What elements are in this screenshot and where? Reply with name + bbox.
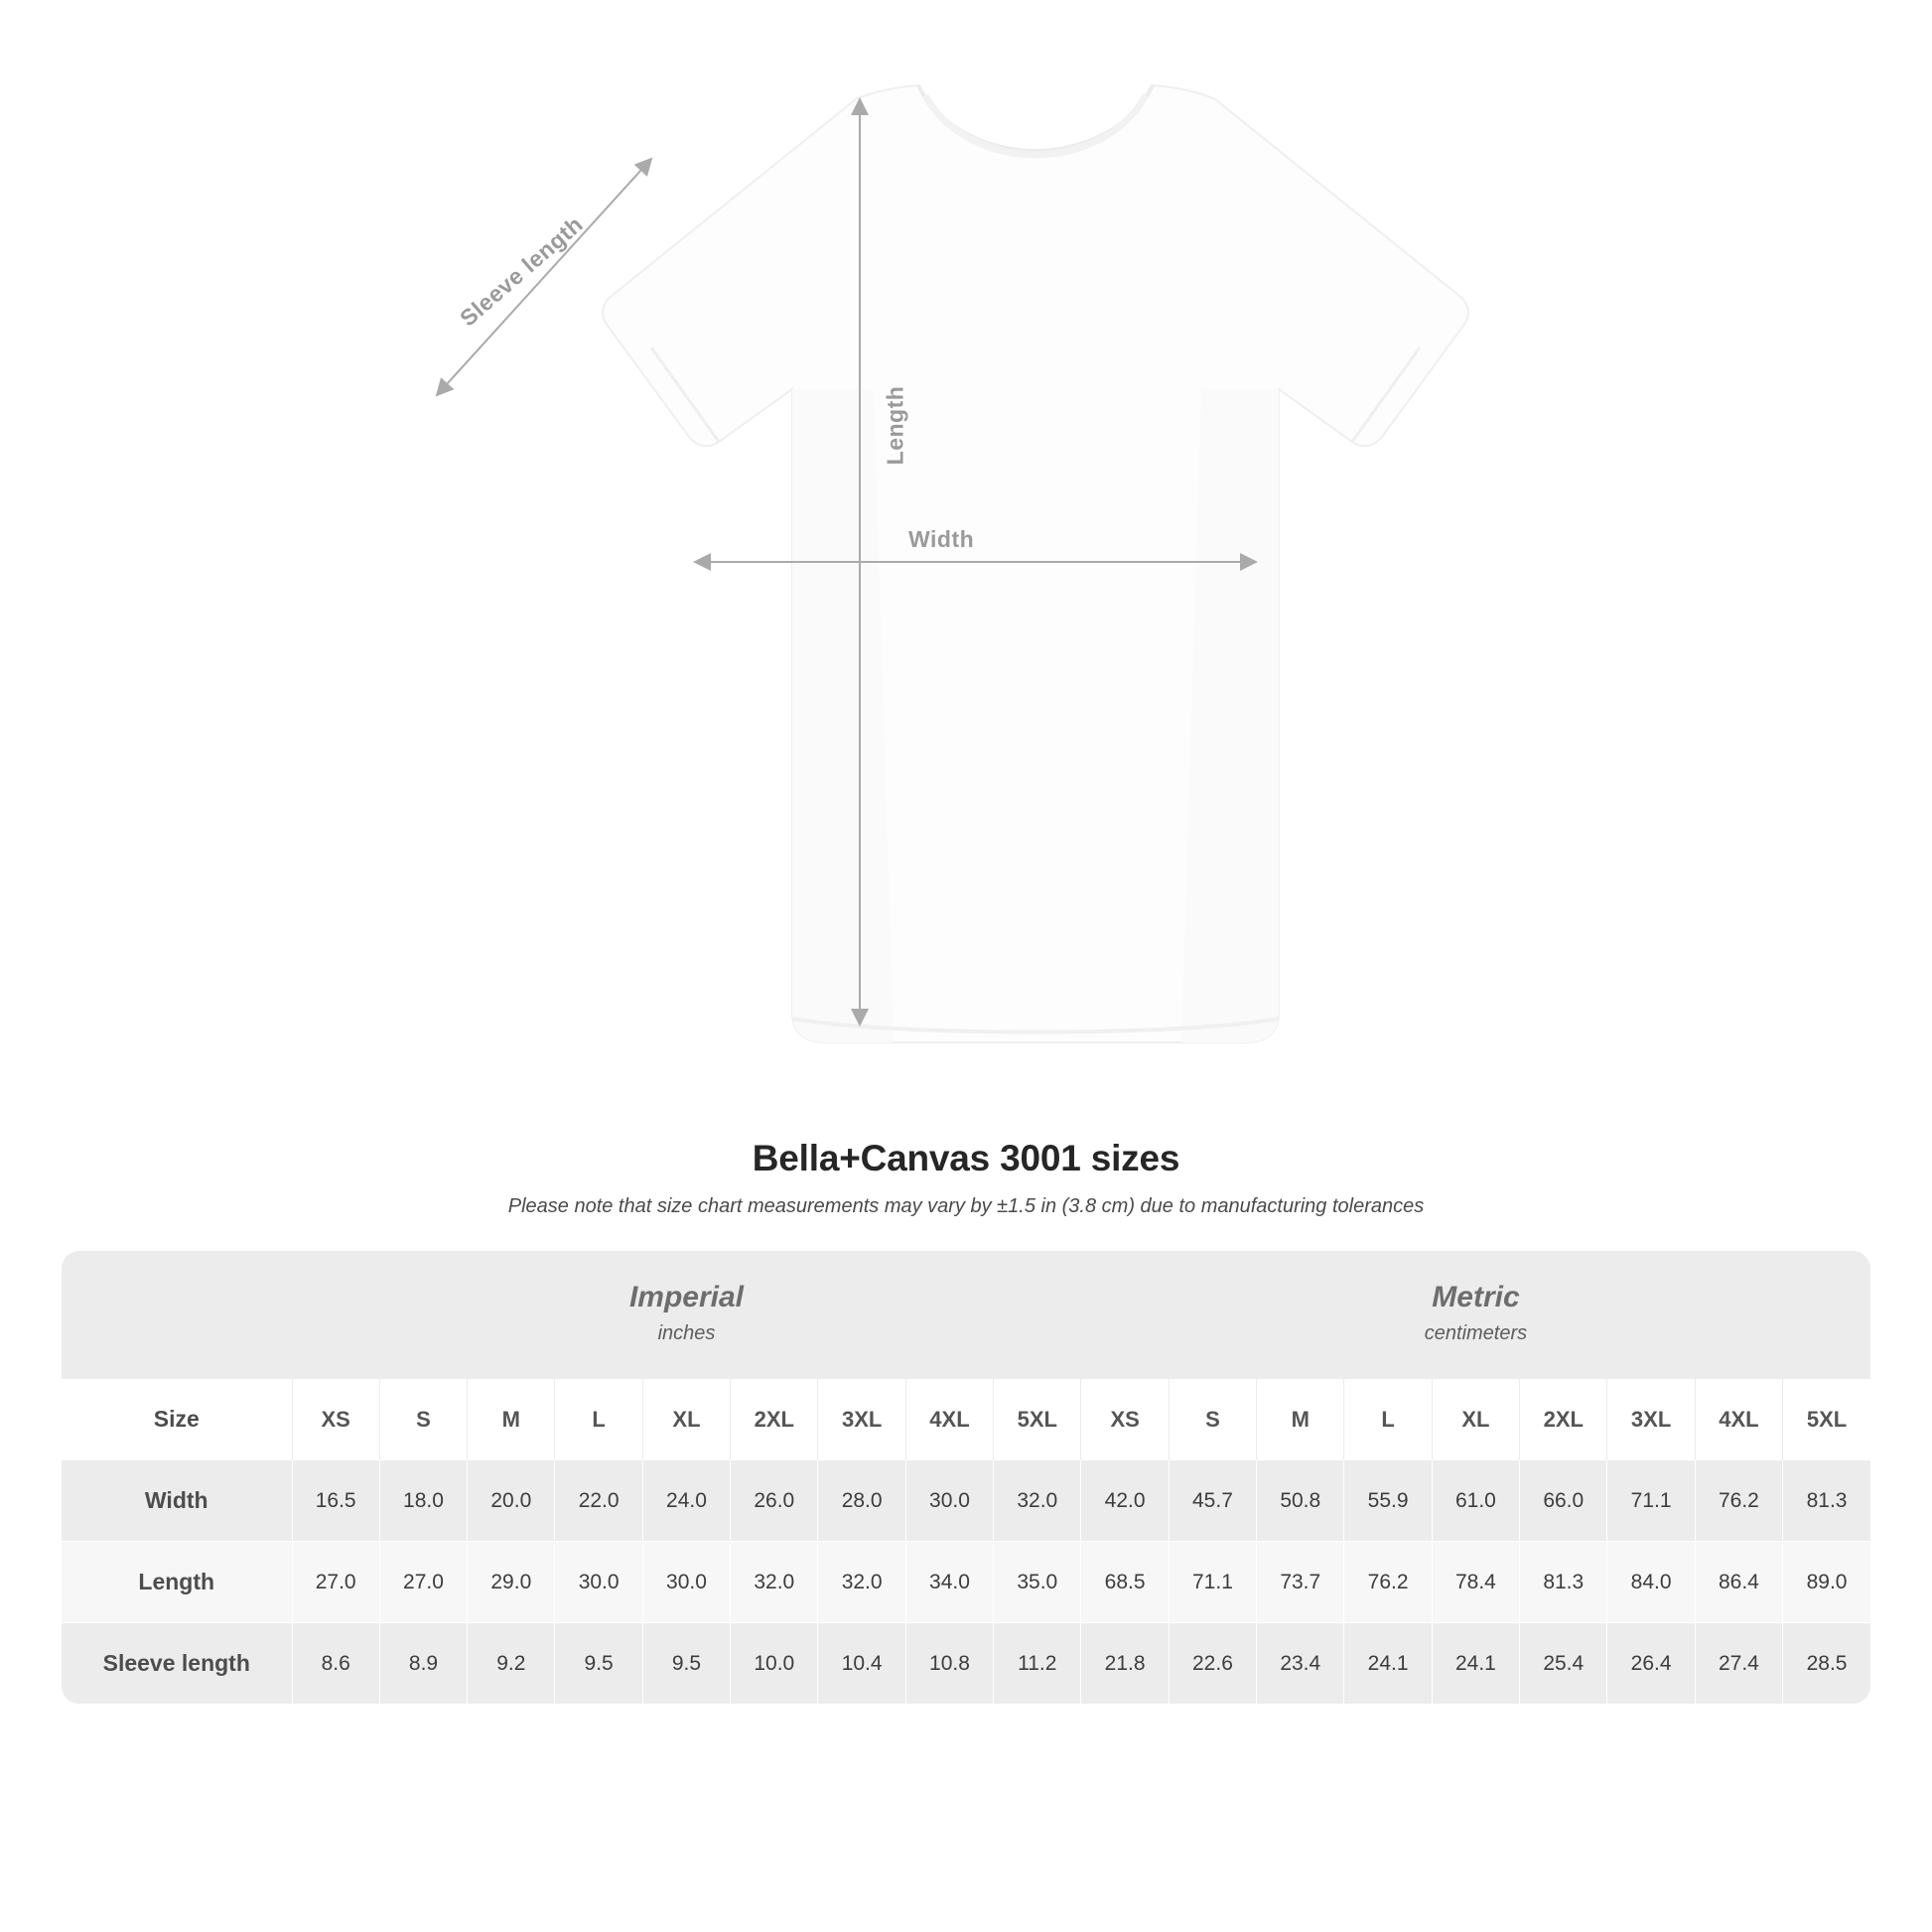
cell-width: 16.5 xyxy=(292,1460,379,1542)
sleeve-length-dimension-line xyxy=(437,159,651,395)
cell-length: 68.5 xyxy=(1081,1542,1169,1623)
unit-group-imperial xyxy=(292,1251,1081,1379)
table-row xyxy=(62,1460,1870,1542)
unit-sub-imperial: inches xyxy=(657,1322,716,1344)
unit-name-imperial: Imperial xyxy=(628,1281,744,1313)
size-header-cell: 2XL xyxy=(1520,1379,1607,1460)
cell-width: 61.0 xyxy=(1432,1460,1519,1542)
unit-header-spacer xyxy=(62,1251,292,1379)
size-chart-table-wrapper xyxy=(62,1251,1870,1704)
cell-sleeve-length: 10.8 xyxy=(905,1623,993,1705)
row-label-width: Width xyxy=(62,1460,292,1542)
cell-sleeve-length: 22.6 xyxy=(1169,1623,1256,1705)
cell-length: 27.0 xyxy=(379,1542,467,1623)
cell-sleeve-length: 8.9 xyxy=(379,1623,467,1705)
cell-width: 45.7 xyxy=(1169,1460,1256,1542)
cell-length: 32.0 xyxy=(818,1542,905,1623)
cell-sleeve-length: 27.4 xyxy=(1695,1623,1782,1705)
unit-header-row xyxy=(62,1251,1870,1379)
cell-length: 34.0 xyxy=(905,1542,993,1623)
table-row xyxy=(62,1623,1870,1705)
cell-sleeve-length: 11.2 xyxy=(994,1623,1081,1705)
cell-length: 81.3 xyxy=(1520,1542,1607,1623)
cell-sleeve-length: 10.0 xyxy=(731,1623,818,1705)
cell-width: 24.0 xyxy=(642,1460,730,1542)
cell-sleeve-length: 28.5 xyxy=(1783,1623,1870,1705)
cell-sleeve-length: 21.8 xyxy=(1081,1623,1169,1705)
cell-width: 28.0 xyxy=(818,1460,905,1542)
cell-width: 76.2 xyxy=(1695,1460,1782,1542)
cell-length: 89.0 xyxy=(1783,1542,1870,1623)
cell-width: 22.0 xyxy=(555,1460,642,1542)
width-label: Width xyxy=(908,526,975,552)
cell-length: 32.0 xyxy=(731,1542,818,1623)
cell-width: 18.0 xyxy=(379,1460,467,1542)
tolerance-note: Please note that size chart measurements may vary by ±1.5 in (3.8 cm) due to manufacturing tolerances xyxy=(507,1195,1425,1217)
cell-width: 30.0 xyxy=(905,1460,993,1542)
size-header-cell: M xyxy=(1257,1379,1344,1460)
cell-sleeve-length: 24.1 xyxy=(1344,1623,1432,1705)
row-label-sleeve-length: Sleeve length xyxy=(62,1623,292,1705)
size-header-cell: S xyxy=(1169,1379,1256,1460)
cell-length: 27.0 xyxy=(292,1542,379,1623)
cell-width: 42.0 xyxy=(1081,1460,1169,1542)
size-header-cell: XL xyxy=(642,1379,730,1460)
sleeve-length-label: Sleeve length xyxy=(455,210,588,332)
row-label-length: Length xyxy=(62,1542,292,1623)
cell-length: 71.1 xyxy=(1169,1542,1256,1623)
cell-sleeve-length: 26.4 xyxy=(1607,1623,1695,1705)
title-block xyxy=(0,1138,1932,1218)
cell-sleeve-length: 9.5 xyxy=(642,1623,730,1705)
cell-length: 30.0 xyxy=(555,1542,642,1623)
cell-sleeve-length: 9.2 xyxy=(468,1623,555,1705)
cell-sleeve-length: 8.6 xyxy=(292,1623,379,1705)
size-header-cell: 5XL xyxy=(994,1379,1081,1460)
tshirt-shape xyxy=(603,85,1468,1042)
cell-sleeve-length: 25.4 xyxy=(1520,1623,1607,1705)
size-header-cell: 2XL xyxy=(731,1379,818,1460)
size-header-cell: 3XL xyxy=(818,1379,905,1460)
size-header-cell: XL xyxy=(1432,1379,1519,1460)
cell-width: 71.1 xyxy=(1607,1460,1695,1542)
size-header-cell: 3XL xyxy=(1607,1379,1695,1460)
cell-width: 20.0 xyxy=(468,1460,555,1542)
cell-length: 73.7 xyxy=(1257,1542,1344,1623)
size-header-cell: M xyxy=(468,1379,555,1460)
cell-sleeve-length: 9.5 xyxy=(555,1623,642,1705)
cell-width: 26.0 xyxy=(731,1460,818,1542)
cell-length: 86.4 xyxy=(1695,1542,1782,1623)
cell-sleeve-length: 23.4 xyxy=(1257,1623,1344,1705)
unit-group-metric xyxy=(1081,1251,1870,1379)
cell-length: 35.0 xyxy=(994,1542,1081,1623)
cell-width: 50.8 xyxy=(1257,1460,1344,1542)
size-header-cell: L xyxy=(555,1379,642,1460)
cell-length: 76.2 xyxy=(1344,1542,1432,1623)
size-header-row xyxy=(62,1379,1870,1460)
cell-length: 84.0 xyxy=(1607,1542,1695,1623)
unit-name-metric: Metric xyxy=(1432,1281,1520,1313)
size-header-label: Size xyxy=(62,1379,292,1460)
cell-sleeve-length: 10.4 xyxy=(818,1623,905,1705)
size-header-cell: 5XL xyxy=(1783,1379,1870,1460)
cell-sleeve-length: 24.1 xyxy=(1432,1623,1519,1705)
size-header-cell: 4XL xyxy=(905,1379,993,1460)
size-header-cell: L xyxy=(1344,1379,1432,1460)
size-header-cell: S xyxy=(379,1379,467,1460)
page-title: Bella+Canvas 3001 sizes xyxy=(752,1138,1180,1178)
cell-length: 78.4 xyxy=(1432,1542,1519,1623)
length-label: Length xyxy=(882,385,908,466)
cell-length: 29.0 xyxy=(468,1542,555,1623)
size-chart-table xyxy=(62,1251,1870,1704)
size-header-cell: XS xyxy=(1081,1379,1169,1460)
cell-length: 30.0 xyxy=(642,1542,730,1623)
unit-sub-metric: centimeters xyxy=(1424,1322,1528,1344)
size-header-cell: 4XL xyxy=(1695,1379,1782,1460)
table-row xyxy=(62,1542,1870,1623)
size-header-cell: XS xyxy=(292,1379,379,1460)
cell-width: 81.3 xyxy=(1783,1460,1870,1542)
cell-width: 32.0 xyxy=(994,1460,1081,1542)
cell-width: 66.0 xyxy=(1520,1460,1607,1542)
cell-width: 55.9 xyxy=(1344,1460,1432,1542)
